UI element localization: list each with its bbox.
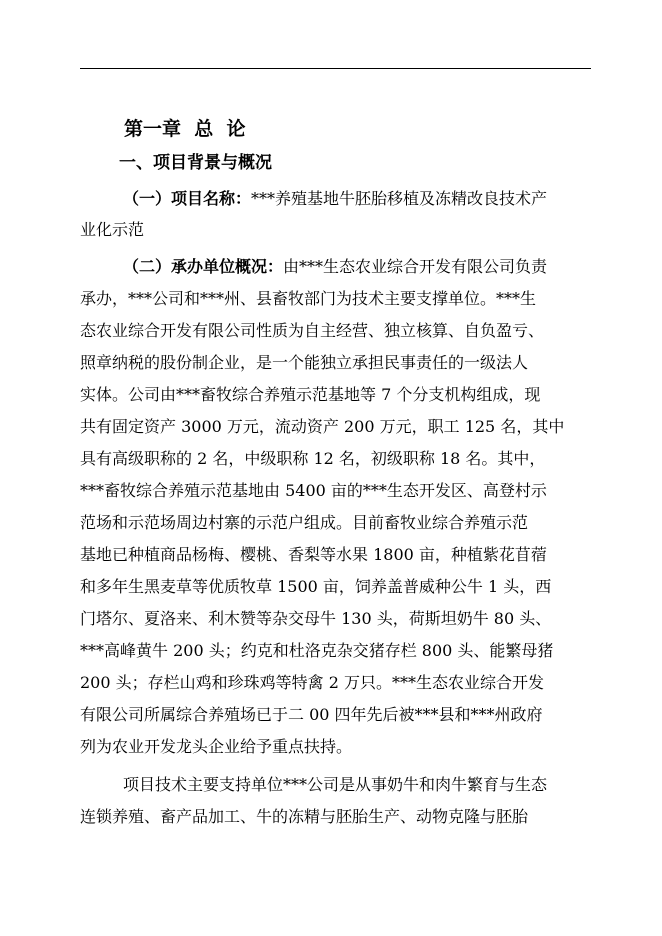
item1-label: （一）项目名称： [123,189,252,208]
item2-line: 具有高级职称的 2 名，中级职称 12 名，初级职称 18 名。其中， [80,449,546,468]
section-heading: 一、项目背景与概况 [119,153,272,173]
item2-line: 照章纳税的股份制企业，是一个能独立承担民事责任的一级法人 [80,353,529,372]
item2-line: 共有固定资产 3000 万元，流动资产 200 万元，职工 125 名，其中 [80,417,565,436]
item2-first-text: 由***生态农业综合开发有限公司负责 [283,257,548,276]
item2-line: 态农业综合开发有限公司性质为自主经营、独立核算、自负盈亏、 [80,321,545,340]
item2-line: 门塔尔、夏洛来、利木赞等杂交母牛 130 头，荷斯坦奶牛 80 头、 [80,609,552,628]
item2-label: （二）承办单位概况： [123,257,284,276]
chapter-title: 第一章 总 论 [124,118,246,140]
item2-line: 基地已种植商品杨梅、樱桃、香梨等水果 1800 亩，种植紫花苜蓿 [80,545,547,564]
header-rule [80,68,591,69]
item1-text: ***养殖基地牛胚胎移植及冻精改良技术产 [251,189,548,208]
item1-line-2: 业化示范 [80,220,145,239]
item2-line: ***高峰黄牛 200 头；约克和杜洛克杂交猪存栏 800 头、能繁母猪 [80,641,554,660]
item2-line: ***畜牧综合养殖示范基地由 5400 亩的***生态开发区、高登村示 [80,481,547,500]
item2-line: 范场和示范场周边村寨的示范户组成。目前畜牧业综合养殖示范 [80,513,529,532]
para3-line: 连锁养殖、畜产品加工、牛的冻精与胚胎生产、动物克隆与胚胎 [80,807,529,826]
item2-line: 列为农业开发龙头企业给予重点扶持。 [80,737,353,756]
item2-line: 承办，***公司和***州、县畜牧部门为技术主要支撑单位。***生 [80,289,537,308]
item1-line-1 [123,187,547,211]
item2-line: 实体。公司由***畜牧综合养殖示范基地等 7 个分支机构组成，现 [80,385,541,404]
item2-line: 200 头；存栏山鸡和珍珠鸡等特禽 2 万只。***生态农业综合开发 [80,673,544,692]
item2-line-1 [123,255,547,279]
item2-line: 有限公司所属综合养殖场已于二 00 四年先后被***县和***州政府 [80,705,543,724]
item2-line: 和多年生黑麦草等优质牧草 1500 亩，饲养盖普威种公牛 1 头，西 [80,577,552,596]
para3-line-1: 项目技术主要支持单位***公司是从事奶牛和肉牛繁育与生态 [123,775,548,794]
